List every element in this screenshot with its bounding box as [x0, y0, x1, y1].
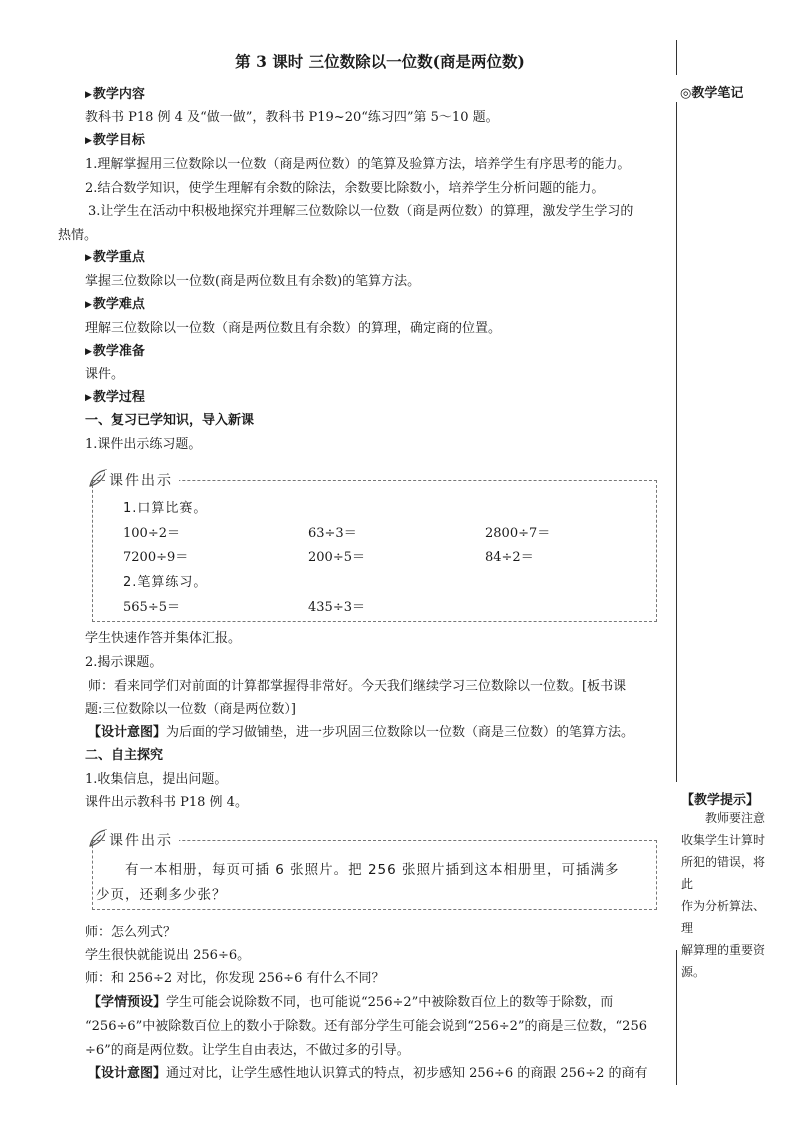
- section-heading-process: [85, 390, 675, 406]
- teacher-line-2: 题:三位数除以一位数（商是两位数）]: [85, 702, 296, 717]
- courseware-box-1: [92, 473, 657, 622]
- part-2-heading: 二、自主探究: [85, 748, 164, 763]
- preset-text: 学生可能会说除数不同，也可能说“256÷2”中被除数百位上的数等于除数，而: [166, 995, 614, 1010]
- student-answer: 学生很快就能说出 256÷6。: [85, 948, 251, 963]
- design-intent-2: [88, 1066, 678, 1082]
- section-heading-label: 教学内容: [92, 87, 145, 102]
- teaching-tip-text: [681, 807, 773, 983]
- section-heading-label: 教学准备: [92, 344, 145, 359]
- oral-calc-heading: 1.口算比赛。: [123, 501, 208, 516]
- section-heading-label: 教学重点: [92, 250, 145, 265]
- section-heading-key: [85, 250, 675, 266]
- triangle-bullet-icon: ▶: [85, 347, 92, 357]
- section-heading-content: [85, 87, 675, 103]
- teaching-tip-title: 【教学提示】: [681, 793, 760, 808]
- design-intent-1: [88, 725, 678, 741]
- part-2-step-1: 1.收集信息，提出问题。: [85, 772, 228, 787]
- goal-2: 2.结合数学知识，使学生理解有余数的除法，余数要比除数小，培养学生分析问题的能力。: [85, 181, 605, 196]
- teaching-notes-title: ◎教学笔记: [680, 86, 744, 101]
- part-1-step-2: 2.揭示课题。: [85, 655, 163, 670]
- page-title: 第 3 课时 三位数除以一位数(商是两位数): [235, 52, 525, 71]
- section-heading-prep: [85, 344, 675, 360]
- part-1-heading: 一、复习已学知识，导入新课: [85, 413, 255, 428]
- written-item: 435÷3＝: [308, 600, 365, 615]
- courseware-box-2: [92, 833, 657, 910]
- section-heading-label: 教学难点: [92, 297, 145, 312]
- triangle-bullet-icon: ▶: [85, 90, 92, 100]
- tip-line: 所犯的错误，将此: [681, 855, 766, 891]
- preset-tag: 【学情预设】: [88, 995, 167, 1010]
- design-intent-text: 为后面的学习做铺垫，进一步巩固三位数除以一位数（商是三位数）的笔算方法。: [166, 725, 635, 740]
- design-intent-text: 通过对比，让学生感性地认识算式的特点，初步感知 256÷6 的商跟 256÷2 的商有: [166, 1066, 648, 1081]
- oral-item: 2800÷7＝: [485, 526, 551, 541]
- goal-3-line1: 3.让学生在活动中积极地探究并理解三位数除以一位数（商是两位数）的算理，激发学生学习的: [88, 204, 634, 219]
- oral-item: 7200÷9＝: [123, 550, 189, 565]
- section-heading-label: 教学过程: [92, 390, 145, 405]
- part-2-step-2: 课件出示教科书 P18 例 4。: [85, 795, 248, 810]
- triangle-bullet-icon: ▶: [85, 393, 92, 403]
- preset-line-2: “256÷6”中被除数百位上的数小于除数。还有部分学生可能会说到“256÷2”的商是三位数，“256: [85, 1019, 647, 1034]
- tip-line: 收集学生计算时: [681, 833, 766, 847]
- oral-item: 100÷2＝: [123, 526, 180, 541]
- teacher-line-1: 师：看来同学们对前面的计算都掌握得非常好。今天我们继续学习三位数除以一位数。[板书课: [88, 679, 627, 694]
- design-intent-tag: 【设计意图】: [88, 725, 167, 740]
- section-heading-goals: [85, 133, 675, 149]
- margin-rule: [676, 102, 677, 782]
- triangle-bullet-icon: ▶: [85, 253, 92, 263]
- content-text: 教科书 P18 例 4 及“做一做”，教科书 P19~20“练习四”第 5～10 题。: [85, 110, 499, 125]
- tip-line: 解算理的重要资: [681, 943, 766, 957]
- part-1-step-1: 1.课件出示练习题。: [85, 437, 202, 452]
- key-text: 掌握三位数除以一位数(商是两位数且有余数)的笔算方法。: [85, 274, 421, 289]
- goal-3-line2: 热情。: [58, 228, 98, 243]
- courseware-label: 课件出示: [105, 830, 179, 850]
- preset-line-3: ÷6”的商是两位数。让学生自由表达，不做过多的引导。: [85, 1043, 410, 1058]
- written-calc-heading: 2.笔算练习。: [123, 575, 208, 590]
- teacher-question-2: 师：和 256÷2 对比，你发现 256÷6 有什么不同？: [85, 971, 385, 986]
- oral-item: 200÷5＝: [308, 550, 365, 565]
- tip-line: 教师要注意: [705, 811, 766, 825]
- after-box-text: 学生快速作答并集体汇报。: [85, 631, 242, 646]
- margin-rule: [676, 950, 677, 1085]
- preset-line-1: [88, 995, 678, 1011]
- margin-rule: [676, 40, 677, 75]
- section-heading-label: 教学目标: [92, 133, 145, 148]
- difficulty-text: 理解三位数除以一位数（商是两位数且有余数）的算理，确定商的位置。: [85, 321, 502, 336]
- teacher-question: 师：怎么列式？: [85, 925, 177, 940]
- courseware-label: 课件出示: [105, 470, 179, 490]
- oral-item: 63÷3＝: [308, 526, 357, 541]
- problem-text-line1: 有一本相册，每页可插 6 张照片。把 256 张照片插到这本相册里，可插满多: [125, 862, 620, 878]
- goal-1: 1.理解掌握用三位数除以一位数（商是两位数）的笔算及验算方法，培养学生有序思考的能力。: [85, 157, 631, 172]
- triangle-bullet-icon: ▶: [85, 136, 92, 146]
- tip-line: 作为分析算法、理: [681, 899, 766, 935]
- oral-item: 84÷2＝: [485, 550, 534, 565]
- section-heading-difficulty: [85, 297, 675, 313]
- problem-text-line2: 少页，还剩多少张？: [96, 887, 227, 903]
- triangle-bullet-icon: ▶: [85, 300, 92, 310]
- tip-line: 源。: [681, 965, 706, 979]
- design-intent-tag: 【设计意图】: [88, 1066, 167, 1081]
- written-item: 565÷5＝: [123, 600, 180, 615]
- prep-text: 课件。: [85, 367, 125, 382]
